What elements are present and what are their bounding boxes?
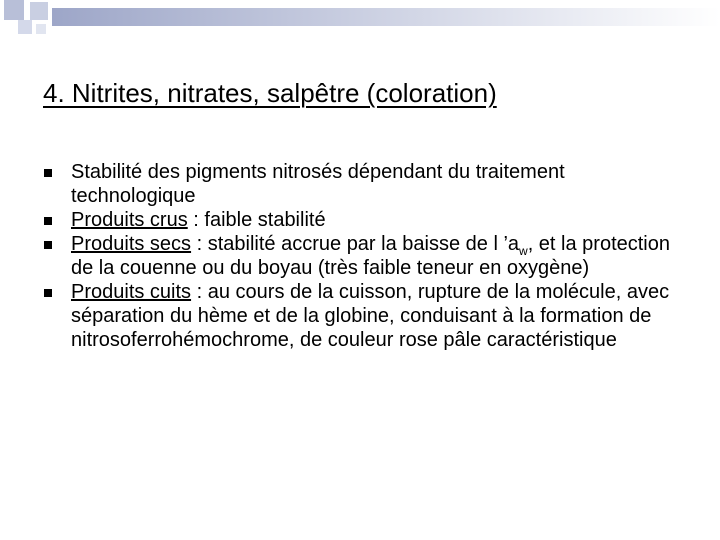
bullet-text: Stabilité des pigments nitrosés dépendant du traitement technologique — [71, 161, 565, 207]
bullet-text: : au cours de la cuisson, rupture de la molécule, avec séparation du hème et de la globine, conduisant à la formation de nitrosoferrohémochrome, de couleur rose pâle caractéristique — [71, 281, 670, 351]
bullet-text: : stabilité accrue par la baisse de l ’a — [191, 233, 520, 255]
deco-square — [4, 0, 24, 20]
bullet-list — [40, 160, 690, 352]
bullet-item — [40, 208, 690, 232]
decorative-header-squares — [0, 0, 720, 60]
deco-square — [30, 2, 48, 20]
header-gradient-bar — [52, 8, 720, 26]
bullet-term: Produits cuits — [71, 281, 192, 303]
bullet-term: Produits crus — [71, 209, 188, 231]
bullet-item — [40, 232, 690, 280]
bullet-item — [40, 160, 690, 208]
square-bullet-icon — [44, 169, 52, 177]
square-bullet-icon — [44, 289, 52, 297]
bullet-text: : faible stabilité — [187, 209, 326, 231]
square-bullet-icon — [44, 241, 52, 249]
deco-square — [36, 24, 46, 34]
square-bullet-icon — [44, 217, 52, 225]
bullet-term: Produits secs — [71, 233, 192, 255]
subscript-w: w — [519, 244, 528, 258]
bullet-item — [40, 280, 690, 352]
slide-title: 4. Nitrites, nitrates, salpêtre (coloration) — [43, 78, 497, 108]
bullet-text-continued: , et la protection de la couenne ou du boyau (très faible teneur en oxygène) — [71, 233, 670, 279]
deco-square — [18, 20, 32, 34]
